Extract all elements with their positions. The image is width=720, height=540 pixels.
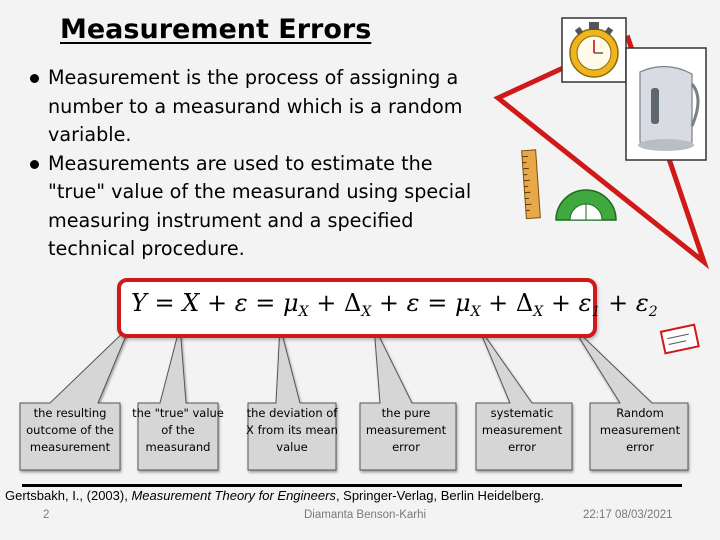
equation-subscript: X — [533, 304, 544, 320]
equation-symbol: ε — [578, 289, 592, 317]
callout-text-random-error: Random measurement error — [599, 406, 681, 454]
callout-text-pure-error: the pure measurement error — [365, 406, 447, 454]
equation-symbol: X — [182, 289, 200, 317]
equation-symbol: Δ — [343, 289, 362, 317]
reference-divider — [22, 484, 682, 487]
reference-authors: Gertsbakh, I., (2003), — [5, 488, 132, 503]
equation-symbol: Δ — [515, 289, 534, 317]
equation-operator: + — [608, 289, 629, 317]
equation-box — [117, 278, 658, 338]
equation-operator: + — [316, 289, 337, 317]
equation-operator: + — [206, 289, 228, 317]
equation-subscript: 2 — [648, 304, 658, 320]
page-number: 2 — [43, 509, 50, 521]
bullet-text: Measurement is the process of assigning a number to a measurand which is a random variable. — [48, 66, 463, 146]
callout-text-systematic-error: systematic measurement error — [481, 406, 563, 454]
equation-symbol: ε — [635, 289, 649, 317]
equation-operator: = — [427, 289, 448, 317]
equation-symbol: μ — [454, 289, 471, 317]
equation-operator: + — [488, 289, 509, 317]
equation-operator: + — [550, 289, 571, 317]
equation-subscript: 1 — [591, 304, 601, 320]
equation-operator: = — [255, 289, 276, 317]
footer-date: 22:17 08/03/2021 — [583, 509, 673, 521]
equation-symbol: ε — [406, 289, 420, 317]
equation-operator: + — [378, 289, 400, 317]
equation-symbol: μ — [283, 289, 299, 317]
reference-publisher: , Springer-Verlag, Berlin Heidelberg. — [335, 488, 545, 503]
equation-symbol: Y — [131, 289, 147, 317]
callout-text-outcome: the resulting outcome of the measurement — [26, 406, 114, 454]
callout-text-deviation: the deviation of X from its mean value — [246, 406, 338, 454]
equation-subscript: X — [470, 304, 481, 320]
slide-title: Measurement Errors — [60, 14, 372, 45]
equation-subscript: X — [298, 304, 309, 320]
bullet-text: Measurements are used to estimate the "true" value of the measurand using special measuring instrument and a specified technical procedure. — [48, 151, 472, 260]
reference-book-title: Measurement Theory for Engineers — [131, 488, 336, 503]
footer-author: Diamanta Benson-Karhi — [304, 509, 427, 521]
reference-citation — [5, 488, 717, 503]
equation-symbol: ε — [234, 289, 248, 317]
equation-operator: = — [154, 289, 175, 317]
equation-subscript: X — [361, 304, 372, 320]
stamp-icon — [661, 325, 699, 354]
callout-text-true-value: the "true" value of the measurand — [132, 406, 224, 454]
measurement-equation — [131, 289, 658, 320]
